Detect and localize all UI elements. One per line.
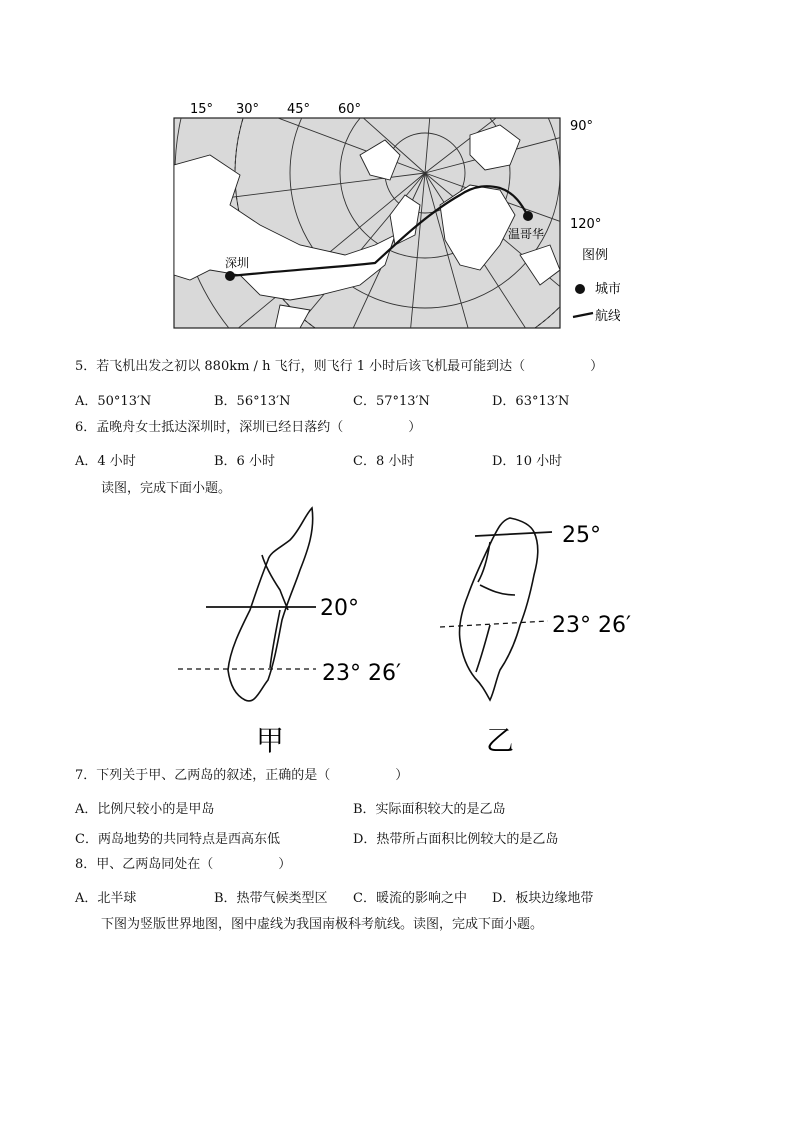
legend-city-label: 城市 (595, 282, 620, 297)
q7-option-c: C．两岛地势的共同特点是西高东低 (75, 832, 280, 847)
yi-lat-solid-line (475, 532, 552, 536)
intro-world-map: 下图为竖版世界地图，图中虚线为我国南极科考航线。读图，完成下面小题。 (101, 917, 544, 932)
q6-option-a: A．4 小时 (75, 454, 136, 469)
q5-option-b: B．56°13′N (214, 394, 291, 409)
q7-option-a: A．比例尺较小的是甲岛 (75, 802, 215, 817)
q5-option-a: A．50°13′N (75, 394, 152, 409)
lon-label-15: 15° (190, 102, 214, 117)
q7-option-b: B．实际面积较大的是乙岛 (353, 802, 506, 817)
question-7-stem: 7．下列关于甲、乙两岛的叙述，正确的是（ ） (75, 768, 409, 783)
island-jia (228, 508, 313, 701)
city-label-vancouver: 温哥华 (508, 227, 545, 241)
question-6-stem: 6．孟晚舟女士抵达深圳时，深圳已经日落约（ ） (75, 420, 422, 435)
lon-label-60: 60° (338, 102, 362, 117)
legend-title: 图例 (582, 248, 609, 263)
jia-lat-dashed-label: 23° 26′ (322, 661, 401, 686)
lon-label-120: 120° (570, 217, 602, 232)
islands-svg (170, 500, 640, 762)
question-8-stem: 8．甲、乙两岛同处在（ ） (75, 857, 292, 872)
jia-lat-solid-label: 20° (320, 596, 359, 621)
jia-island-name: 甲 (256, 724, 285, 757)
yi-island-name: 乙 (486, 724, 515, 757)
q5-option-c: C．57°13′N (353, 394, 430, 409)
yi-lat-dashed-line (440, 621, 548, 627)
q6-option-d: D．10 小时 (492, 454, 563, 469)
question-5-stem: 5．若飞机出发之初以 880km / h 飞行，则飞行 1 小时后该飞机最可能到达（ ） (75, 359, 604, 374)
island-figure (170, 500, 640, 762)
vancouver-dot (523, 211, 533, 221)
q6-option-b: B．6 小时 (214, 454, 275, 469)
lon-label-90: 90° (570, 119, 594, 134)
yi-lat-solid-label: 25° (562, 523, 601, 548)
city-label-shenzhen: 深圳 (225, 256, 250, 270)
legend-route-icon (573, 313, 593, 317)
polar-map (170, 95, 620, 335)
q8-option-d: D．板块边缘地带 (492, 891, 594, 906)
island-yi (459, 518, 537, 700)
q7-option-d: D．热带所占面积比例较大的是乙岛 (353, 832, 559, 847)
intro-read-figure: 读图，完成下面小题。 (101, 481, 232, 496)
legend-route-label: 航线 (595, 309, 620, 324)
lon-label-45: 45° (287, 102, 311, 117)
map-frame (170, 95, 620, 335)
q8-option-a: A．北半球 (75, 891, 137, 906)
map-figure (170, 95, 620, 335)
legend-city-icon (575, 284, 585, 294)
q5-option-d: D．63°13′N (492, 394, 570, 409)
q8-option-b: B．热带气候类型区 (214, 891, 328, 906)
yi-lat-dashed-label: 23° 26′ (552, 613, 631, 638)
lon-label-30: 30° (236, 102, 260, 117)
q6-option-c: C．8 小时 (353, 454, 415, 469)
q8-option-c: C．暖流的影响之中 (353, 891, 467, 906)
legend (573, 248, 620, 324)
shenzhen-dot (225, 271, 235, 281)
